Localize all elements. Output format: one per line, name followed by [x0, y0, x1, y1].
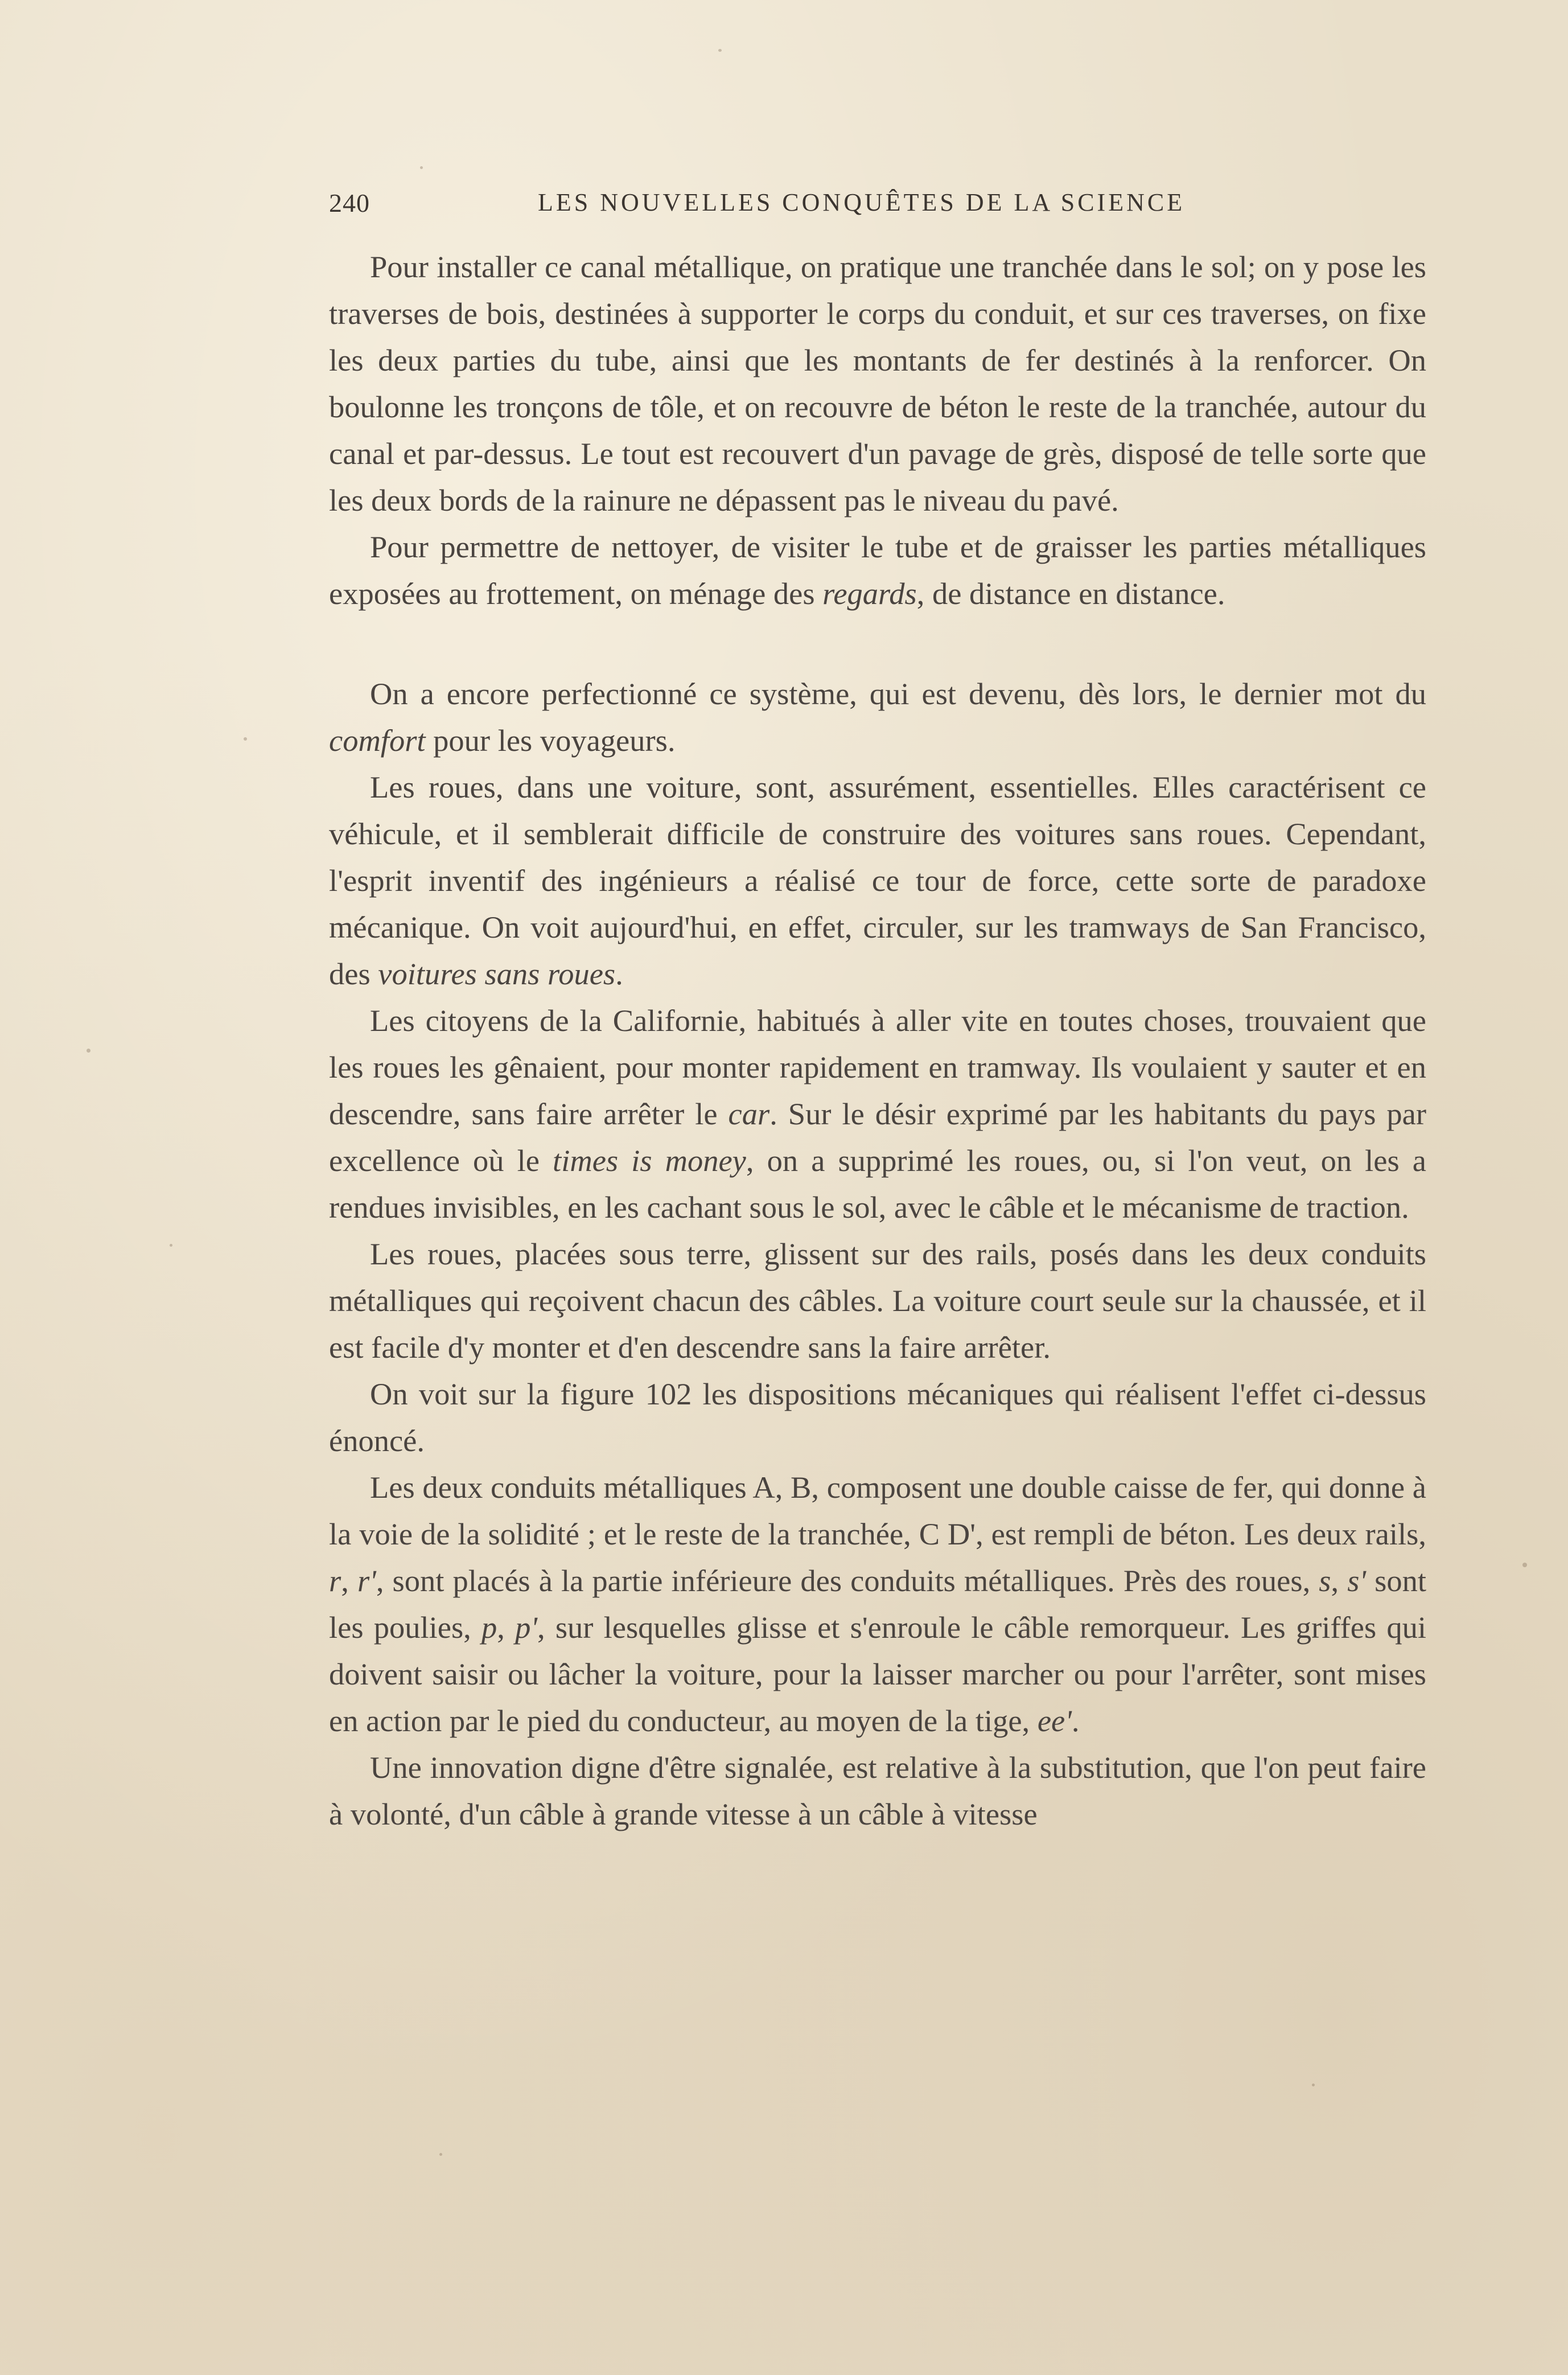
body-text	[329, 244, 1426, 1838]
text-run: Pour installer ce canal métallique, on pratique une tranchée dans le sol; on y pose les traverses de bois, destinées à supporter le corps du conduit, et sur ces traverses, on fixe les deux parties du tube, ainsi que les montants de fer destinés à la renforcer. On boulonne les tronçons de tôle, et on recouvre de béton le reste de la tranchée, autour du canal et par-dessus. Le tout est recouvert d'un pavage de grès, disposé de telle sorte que les deux bords de la rainure ne dépassent pas le niveau du pavé.	[329, 249, 1426, 517]
text-run: Une innovation digne d'être signalée, est relative à la substitution, que l'on peut faire à volonté, d'un câble à grande vitesse à un câble à vitesse	[329, 1750, 1426, 1831]
italic-text: s	[1319, 1563, 1331, 1598]
text-run: sont les poulies,	[329, 1563, 1427, 1645]
italic-text: r	[329, 1563, 341, 1598]
paragraph	[329, 1371, 1426, 1464]
paragraph	[329, 1464, 1426, 1744]
text-run: . Sur le désir exprimé par les habitants du pays par excellence où le	[329, 1096, 1426, 1178]
text-run: Les roues, placées sous terre, glissent sur des rails, posés dans les deux conduits métalliques qui reçoivent chacun des câbles. La voiture court seule sur la chaussée, et il est facile d'y monter et d'en descendre sans la faire arrêter.	[329, 1236, 1426, 1365]
paragraph	[329, 671, 1426, 764]
text-run: On a encore perfectionné ce système, qui est devenu, dès lors, le dernier mot du	[370, 676, 1426, 711]
text-run: ,	[341, 1563, 357, 1598]
page-number: 240	[329, 188, 370, 217]
text-run: ,	[1331, 1563, 1348, 1598]
running-title: LES NOUVELLES CONQUÊTES DE LA SCIENCE	[538, 188, 1186, 216]
paper-speck	[1522, 1563, 1527, 1567]
text-run: Les citoyens de la Californie, habitués à aller vite en toutes choses, trouvaient que les roues les gênaient, pour monter rapidement en tramway. Ils voulaient y sauter et en descendre, sans faire arrêter le	[329, 1003, 1426, 1131]
paragraph	[329, 764, 1426, 997]
text-run: ,	[497, 1610, 516, 1645]
text-run: , sont placés à la partie inférieure des conduits métalliques. Près des roues,	[376, 1563, 1319, 1598]
text-run: Les roues, dans une voiture, sont, assurément, essentielles. Elles caractérisent ce véhicule, et il semblerait difficile de construire des voitures sans roues. Cependant, l'esprit inventif des ingénieurs a réalisé ce tour de force, cette sorte de paradoxe mécanique. On voit aujourd'hui, en effet, circuler, sur les tramways de San Francisco, des	[329, 770, 1426, 991]
text-run: Pour permettre de nettoyer, de visiter le tube et de graisser les parties métalliques exposées au frottement, on ménage des	[329, 529, 1426, 611]
text-run: , de distance en distance.	[916, 576, 1225, 611]
text-run: .	[1071, 1703, 1080, 1738]
italic-text: comfort	[329, 723, 426, 758]
italic-text: p	[481, 1610, 497, 1645]
paragraph	[329, 997, 1426, 1231]
running-head	[329, 188, 1217, 222]
paper-speck	[439, 2153, 442, 2156]
paper-speck	[718, 49, 722, 52]
italic-text: times is money	[553, 1143, 746, 1178]
paragraph	[329, 244, 1426, 524]
paragraph	[329, 1231, 1426, 1371]
italic-text: s'	[1347, 1563, 1367, 1598]
italic-text: p'	[515, 1610, 537, 1645]
paper-speck	[170, 1244, 172, 1247]
text-run: , sur lesquelles glisse et s'enroule le câble remorqueur. Les griffes qui doivent saisir ou lâcher la voiture, pour la laisser marcher ou pour l'arrêter, sont mises en action par le pied du conducteur, au moyen de la tige,	[329, 1610, 1426, 1738]
italic-text: voitures sans roues	[378, 956, 616, 991]
paper-speck	[87, 1049, 90, 1053]
text-run: pour les voyageurs.	[425, 723, 676, 758]
paragraph	[329, 1744, 1426, 1838]
paper-speck	[420, 166, 423, 169]
text-run: , on a supprimé les roues, ou, si l'on veut, on les a rendues invisibles, en les cachant sous le sol, avec le câble et le mécanisme de traction.	[329, 1143, 1426, 1225]
paragraph	[329, 524, 1426, 617]
paper-speck	[244, 737, 247, 741]
italic-text: car	[728, 1096, 770, 1131]
italic-text: regards	[822, 576, 917, 611]
text-run: On voit sur la figure 102 les dispositions mécaniques qui réalisent l'effet ci-dessus énoncé.	[329, 1376, 1426, 1458]
italic-text: ee'	[1037, 1703, 1072, 1738]
paper-speck	[1312, 2084, 1315, 2086]
italic-text: r'	[357, 1563, 376, 1598]
text-run: Les deux conduits métalliques A, B, composent une double caisse de fer, qui donne à la voie de la solidité ; et le reste de la tranchée, C D', est rempli de béton. Les deux rails,	[329, 1470, 1426, 1551]
text-run: .	[615, 956, 623, 991]
